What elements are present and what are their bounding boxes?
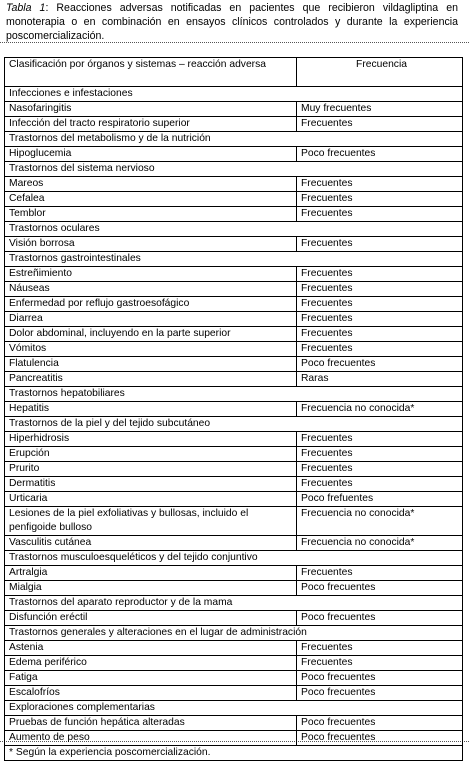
frequency-cell: Muy frecuentes bbox=[297, 102, 463, 117]
frequency-cell: Frecuentes bbox=[297, 477, 463, 492]
header-frequency: Frecuencia bbox=[297, 58, 463, 87]
reaction-cell: Disfunción eréctil bbox=[5, 611, 297, 626]
section-row bbox=[5, 596, 463, 611]
reaction-cell: Hiperhidrosis bbox=[5, 432, 297, 447]
footnote-row bbox=[5, 746, 463, 761]
frequency-cell: Poco frecuentes bbox=[297, 671, 463, 686]
table-row bbox=[5, 507, 463, 536]
table-row bbox=[5, 177, 463, 192]
reaction-cell: Hipoglucemia bbox=[5, 147, 297, 162]
caption-label: Tabla 1 bbox=[6, 2, 46, 14]
table-row bbox=[5, 671, 463, 686]
reaction-cell: Escalofríos bbox=[5, 686, 297, 701]
frequency-cell: Frecuentes bbox=[297, 432, 463, 447]
reaction-cell: Erupción bbox=[5, 447, 297, 462]
table-row bbox=[5, 686, 463, 701]
table-row bbox=[5, 102, 463, 117]
section-label: Trastornos del sistema nervioso bbox=[5, 162, 463, 177]
section-label: Trastornos generales y alteraciones en el lugar de administración bbox=[5, 626, 463, 641]
section-label: Trastornos gastrointestinales bbox=[5, 252, 463, 267]
table-row bbox=[5, 716, 463, 731]
table-row bbox=[5, 492, 463, 507]
reaction-cell: Vómitos bbox=[5, 342, 297, 357]
table-row bbox=[5, 536, 463, 551]
frequency-cell: Poco frecuentes bbox=[297, 147, 463, 162]
section-label: Trastornos del metabolismo y de la nutrición bbox=[5, 132, 463, 147]
table-row bbox=[5, 207, 463, 222]
table-row bbox=[5, 327, 463, 342]
frequency-cell: Frecuentes bbox=[297, 447, 463, 462]
frequency-cell: Poco frecuentes bbox=[297, 357, 463, 372]
section-row bbox=[5, 162, 463, 177]
frequency-cell: Frecuentes bbox=[297, 297, 463, 312]
section-row bbox=[5, 132, 463, 147]
caption-text: : Reacciones adversas notificadas en pacientes que recibieron vildagliptina en monoterapia o en combinación en ensayos clínicos controlados y durante la experiencia poscomercialización. bbox=[6, 2, 458, 42]
reaction-cell: Diarrea bbox=[5, 312, 297, 327]
table-row bbox=[5, 566, 463, 581]
footnote: * Según la experiencia poscomercialización. bbox=[5, 746, 463, 761]
reaction-cell: Estreñimiento bbox=[5, 267, 297, 282]
frequency-cell: Poco frecuentes bbox=[297, 611, 463, 626]
reaction-cell: Dolor abdominal, incluyendo en la parte superior bbox=[5, 327, 297, 342]
reaction-cell: Aumento de peso bbox=[5, 731, 297, 746]
section-row bbox=[5, 626, 463, 641]
table-body bbox=[5, 58, 463, 761]
frequency-cell: Frecuentes bbox=[297, 566, 463, 581]
reaction-cell: Lesiones de la piel exfoliativas y bullosas, incluido el penfigoide bulloso bbox=[5, 507, 297, 536]
section-row bbox=[5, 87, 463, 102]
frequency-cell: Frecuencia no conocida* bbox=[297, 536, 463, 551]
section-row bbox=[5, 387, 463, 402]
table-row bbox=[5, 656, 463, 671]
section-row bbox=[5, 222, 463, 237]
frequency-cell: Frecuentes bbox=[297, 462, 463, 477]
frequency-cell: Frecuentes bbox=[297, 207, 463, 222]
reaction-cell: Urticaria bbox=[5, 492, 297, 507]
frequency-cell: Frecuentes bbox=[297, 641, 463, 656]
reaction-cell: Dermatitis bbox=[5, 477, 297, 492]
table-row bbox=[5, 297, 463, 312]
table-row bbox=[5, 372, 463, 387]
frequency-cell: Frecuentes bbox=[297, 282, 463, 297]
table-row bbox=[5, 357, 463, 372]
section-label: Trastornos de la piel y del tejido subcutáneo bbox=[5, 417, 463, 432]
reaction-cell: Edema periférico bbox=[5, 656, 297, 671]
table-row bbox=[5, 581, 463, 596]
section-row bbox=[5, 252, 463, 267]
frequency-cell: Poco frecuentes bbox=[297, 731, 463, 746]
frequency-cell: Frecuentes bbox=[297, 237, 463, 252]
frequency-cell: Frecuencia no conocida* bbox=[297, 402, 463, 417]
frequency-cell: Poco frecuentes bbox=[297, 686, 463, 701]
section-label: Infecciones e infestaciones bbox=[5, 87, 463, 102]
table-row bbox=[5, 432, 463, 447]
frequency-cell: Poco frecuentes bbox=[297, 716, 463, 731]
reaction-cell: Prurito bbox=[5, 462, 297, 477]
section-label: Trastornos hepatobiliares bbox=[5, 387, 463, 402]
frequency-cell: Frecuentes bbox=[297, 192, 463, 207]
frequency-cell: Poco frefuentes bbox=[297, 492, 463, 507]
reaction-cell: Mareos bbox=[5, 177, 297, 192]
header-classification: Clasificación por órganos y sistemas – reacción adversa bbox=[5, 58, 297, 87]
reaction-cell: Pruebas de función hepática alteradas bbox=[5, 716, 297, 731]
reaction-cell: Temblor bbox=[5, 207, 297, 222]
section-label: Trastornos musculoesqueléticos y del tejido conjuntivo bbox=[5, 551, 463, 566]
section-label: Trastornos oculares bbox=[5, 222, 463, 237]
reaction-cell: Visión borrosa bbox=[5, 237, 297, 252]
frequency-cell: Frecuentes bbox=[297, 117, 463, 132]
table-row bbox=[5, 237, 463, 252]
section-row bbox=[5, 417, 463, 432]
section-row bbox=[5, 701, 463, 716]
section-row bbox=[5, 551, 463, 566]
frequency-cell: Frecuencia no conocida* bbox=[297, 507, 463, 536]
table-header-row bbox=[5, 58, 463, 87]
table-row bbox=[5, 477, 463, 492]
reaction-cell: Enfermedad por reflujo gastroesofágico bbox=[5, 297, 297, 312]
reaction-cell: Nasofaringitis bbox=[5, 102, 297, 117]
reaction-cell: Pancreatitis bbox=[5, 372, 297, 387]
frequency-cell: Frecuentes bbox=[297, 656, 463, 671]
reaction-cell: Fatiga bbox=[5, 671, 297, 686]
table-row bbox=[5, 312, 463, 327]
table-row bbox=[5, 267, 463, 282]
reaction-cell: Vasculitis cutánea bbox=[5, 536, 297, 551]
table-row bbox=[5, 611, 463, 626]
table-row bbox=[5, 342, 463, 357]
frequency-cell: Frecuentes bbox=[297, 342, 463, 357]
table-row bbox=[5, 147, 463, 162]
adverse-reactions-table bbox=[4, 57, 463, 761]
table-caption bbox=[6, 1, 458, 43]
reaction-cell: Náuseas bbox=[5, 282, 297, 297]
table-row bbox=[5, 462, 463, 477]
reaction-cell: Cefalea bbox=[5, 192, 297, 207]
table-row bbox=[5, 731, 463, 746]
table-row bbox=[5, 192, 463, 207]
table-row bbox=[5, 282, 463, 297]
section-label: Exploraciones complementarias bbox=[5, 701, 463, 716]
frequency-cell: Frecuentes bbox=[297, 327, 463, 342]
dotted-divider-top bbox=[0, 42, 469, 43]
table-row bbox=[5, 641, 463, 656]
section-label: Trastornos del aparato reproductor y de la mama bbox=[5, 596, 463, 611]
reaction-cell: Hepatitis bbox=[5, 402, 297, 417]
reaction-cell: Mialgia bbox=[5, 581, 297, 596]
frequency-cell: Raras bbox=[297, 372, 463, 387]
reaction-cell: Infección del tracto respiratorio superior bbox=[5, 117, 297, 132]
frequency-cell: Frecuentes bbox=[297, 312, 463, 327]
reaction-cell: Flatulencia bbox=[5, 357, 297, 372]
frequency-cell: Frecuentes bbox=[297, 267, 463, 282]
frequency-cell: Poco frecuentes bbox=[297, 581, 463, 596]
table-row bbox=[5, 402, 463, 417]
table-row bbox=[5, 447, 463, 462]
reaction-cell: Astenia bbox=[5, 641, 297, 656]
table-row bbox=[5, 117, 463, 132]
reaction-cell: Artralgia bbox=[5, 566, 297, 581]
frequency-cell: Frecuentes bbox=[297, 177, 463, 192]
